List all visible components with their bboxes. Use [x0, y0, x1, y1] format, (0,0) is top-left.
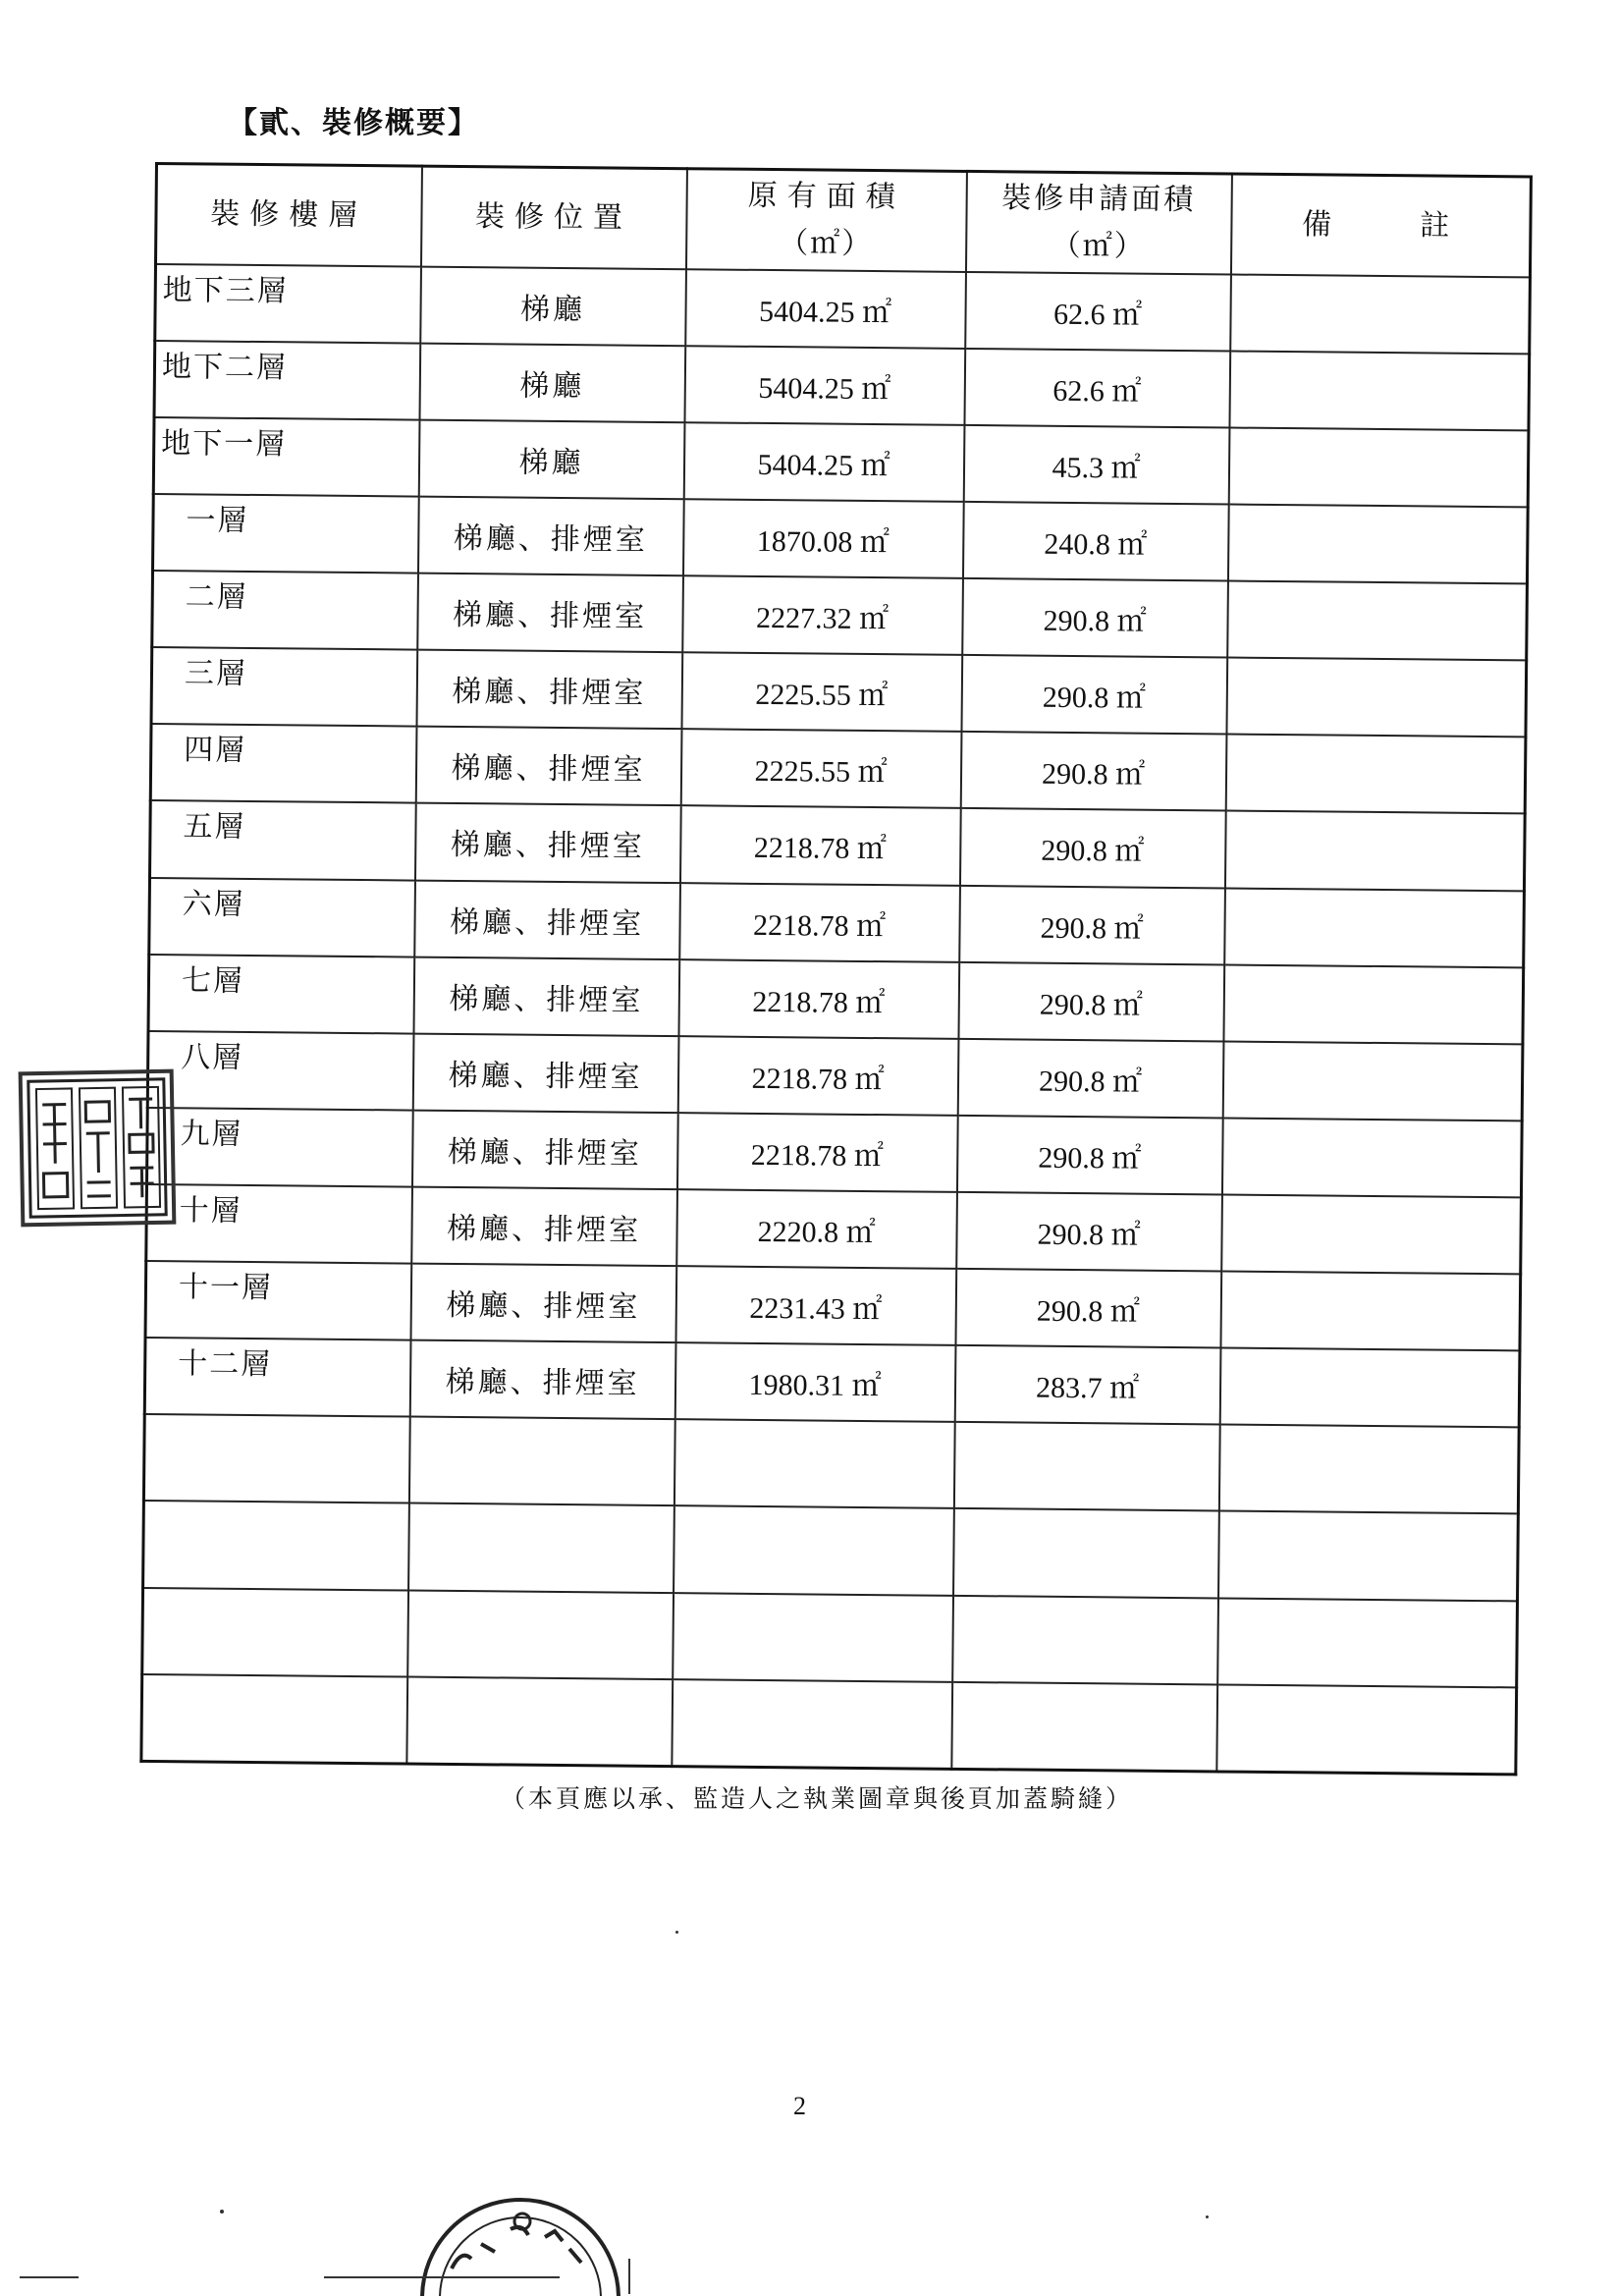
requested-area-cell: 290.8 ㎡ [958, 961, 1224, 1041]
original-area-cell: 2227.32 ㎡ [682, 575, 963, 655]
remark-cell [1224, 811, 1525, 891]
remark-cell [1221, 1194, 1522, 1274]
table-row [146, 1184, 1522, 1274]
blank-cell [143, 1414, 409, 1503]
location-cell: 梯廳、排煙室 [411, 1110, 677, 1189]
table-row [147, 1031, 1523, 1121]
original-area-cell: 5404.25 ㎡ [684, 346, 965, 425]
remark-cell [1228, 428, 1529, 508]
original-area-cell: 2231.43 ㎡ [675, 1266, 956, 1345]
location-cell: 梯廳、排煙室 [409, 1339, 675, 1419]
blank-cell [143, 1501, 409, 1590]
seal-stamp-icon [19, 1069, 177, 1228]
scan-speck [675, 1931, 678, 1934]
original-area-cell: 2225.55 ㎡ [680, 730, 961, 809]
original-area-cell: 2218.78 ㎡ [676, 1113, 957, 1192]
remark-cell [1223, 964, 1524, 1044]
header-original-area-unit: （㎡） [779, 226, 874, 262]
requested-area-cell: 283.7 ㎡ [954, 1345, 1220, 1425]
floor-cell: 十一層 [145, 1261, 411, 1340]
scan-speck [324, 2276, 560, 2278]
location-cell: 梯廳、排煙室 [416, 650, 682, 730]
table-row [154, 341, 1530, 430]
requested-area-cell: 290.8 ㎡ [957, 1039, 1223, 1119]
location-cell: 梯廳、排煙室 [412, 1033, 678, 1113]
original-area-cell: 1980.31 ㎡ [674, 1342, 955, 1422]
table-row [150, 800, 1526, 890]
requested-area-cell: 290.8 ㎡ [959, 885, 1225, 964]
scan-speck [628, 2259, 630, 2294]
original-area-cell: 2218.78 ㎡ [678, 959, 959, 1039]
original-area-cell: 2220.8 ㎡ [676, 1189, 957, 1269]
original-area-cell: 2218.78 ㎡ [677, 1036, 958, 1116]
location-cell: 梯廳、排煙室 [414, 803, 680, 883]
blank-table-row [142, 1588, 1518, 1688]
scan-speck [1206, 2215, 1209, 2218]
table-header-row [156, 164, 1532, 278]
round-seal-stamp-icon [412, 2151, 628, 2296]
floor-cell: 六層 [149, 877, 415, 957]
blank-cell [141, 1674, 407, 1764]
scan-speck [20, 2276, 79, 2278]
floor-cell: 八層 [147, 1031, 413, 1111]
blank-cell [407, 1590, 674, 1679]
header-remarks: 備 註 [1230, 174, 1531, 277]
remark-cell [1219, 1347, 1520, 1427]
floor-cell: 三層 [151, 647, 417, 727]
renovation-summary-table [139, 162, 1533, 1776]
requested-area-cell: 290.8 ㎡ [956, 1192, 1222, 1272]
location-cell: 梯廳 [418, 420, 684, 500]
table-body [141, 264, 1531, 1775]
remark-cell [1224, 888, 1525, 967]
blank-cell [406, 1677, 673, 1767]
blank-cell [1217, 1598, 1518, 1687]
header-original-area: 原有面積 （㎡） [685, 169, 966, 272]
blank-cell [951, 1682, 1217, 1772]
location-cell: 梯廳、排煙室 [410, 1263, 676, 1342]
original-area-cell: 2218.78 ㎡ [679, 806, 960, 886]
floor-cell: 十層 [146, 1184, 412, 1264]
floor-cell: 地下三層 [155, 264, 421, 344]
remark-cell [1229, 352, 1530, 431]
floor-cell: 四層 [150, 724, 416, 803]
floor-cell: 地下一層 [153, 417, 419, 497]
section-title: 【貳、裝修概要】 [228, 106, 479, 140]
remark-cell [1226, 658, 1527, 738]
table-row [153, 417, 1529, 507]
location-cell: 梯廳、排煙室 [417, 574, 683, 653]
requested-area-cell: 62.6 ㎡ [965, 272, 1231, 352]
floor-cell: 十二層 [144, 1338, 410, 1417]
location-cell: 梯廳 [419, 344, 685, 423]
location-cell: 梯廳、排煙室 [414, 880, 680, 959]
table-row [152, 571, 1528, 660]
location-cell: 梯廳 [420, 267, 686, 347]
requested-area-cell: 290.8 ㎡ [959, 808, 1225, 888]
blank-table-row [143, 1414, 1519, 1514]
location-cell: 梯廳、排煙室 [413, 957, 679, 1036]
original-area-cell: 2225.55 ㎡ [681, 652, 962, 732]
blank-cell [953, 1508, 1219, 1598]
header-requested-area-unit: （㎡） [1051, 228, 1146, 264]
floor-cell: 地下二層 [154, 341, 420, 420]
blank-cell [952, 1595, 1218, 1684]
table-row [147, 1108, 1523, 1197]
remark-cell [1227, 505, 1528, 584]
page-number: 2 [793, 2092, 806, 2120]
original-area-cell: 5404.25 ㎡ [685, 269, 966, 349]
requested-area-cell: 290.8 ㎡ [956, 1116, 1222, 1195]
table-row [148, 955, 1524, 1044]
blank-cell [1218, 1424, 1519, 1513]
requested-area-cell: 62.6 ㎡ [964, 349, 1230, 428]
header-floor: 裝修樓層 [156, 164, 422, 267]
header-requested-area: 裝修申請面積 （㎡） [965, 171, 1231, 274]
remark-cell [1227, 581, 1528, 661]
table-row [155, 264, 1531, 354]
requested-area-cell: 290.8 ㎡ [960, 732, 1226, 811]
blank-cell [674, 1419, 954, 1508]
table-row [144, 1338, 1520, 1427]
location-cell: 梯廳、排煙室 [411, 1186, 677, 1266]
remark-cell [1222, 1041, 1523, 1121]
blank-cell [673, 1593, 953, 1682]
location-cell: 梯廳、排煙室 [415, 727, 681, 806]
original-area-cell: 2218.78 ㎡ [679, 883, 960, 962]
requested-area-cell: 290.8 ㎡ [955, 1269, 1221, 1348]
blank-cell [408, 1503, 674, 1593]
blank-table-row [141, 1674, 1517, 1775]
blank-cell [1218, 1511, 1519, 1601]
header-location: 裝修位置 [420, 166, 686, 269]
requested-area-cell: 45.3 ㎡ [963, 425, 1229, 505]
table-row [150, 724, 1526, 813]
table-row [149, 877, 1525, 966]
blank-table-row [143, 1501, 1519, 1601]
blank-cell [142, 1588, 408, 1677]
remark-cell [1221, 1118, 1522, 1197]
remark-cell [1220, 1271, 1521, 1350]
blank-cell [1216, 1684, 1517, 1774]
riding-seal-footnote: （本頁應以承、監造人之執業圖章與後頁加蓋騎縫） [501, 1784, 1134, 1813]
original-area-cell: 5404.25 ㎡ [683, 422, 964, 502]
blank-cell [674, 1505, 954, 1595]
table-row [151, 647, 1527, 737]
floor-cell: 九層 [147, 1108, 413, 1187]
scan-speck [220, 2210, 224, 2214]
blank-cell [408, 1416, 674, 1505]
floor-cell: 五層 [150, 800, 416, 880]
floor-cell: 一層 [153, 494, 419, 574]
location-cell: 梯廳、排煙室 [417, 497, 683, 576]
floor-cell: 七層 [148, 955, 414, 1034]
blank-cell [672, 1679, 952, 1769]
table-row [153, 494, 1529, 583]
original-area-cell: 1870.08 ㎡ [682, 499, 963, 578]
requested-area-cell: 290.8 ㎡ [961, 655, 1227, 735]
blank-cell [953, 1422, 1219, 1511]
table-row [145, 1261, 1521, 1350]
renovation-summary-table-wrapper [139, 162, 1530, 1776]
remark-cell [1230, 275, 1531, 355]
requested-area-cell: 290.8 ㎡ [962, 578, 1228, 658]
remark-cell [1225, 735, 1526, 814]
floor-cell: 二層 [152, 571, 418, 650]
requested-area-cell: 240.8 ㎡ [962, 502, 1228, 581]
